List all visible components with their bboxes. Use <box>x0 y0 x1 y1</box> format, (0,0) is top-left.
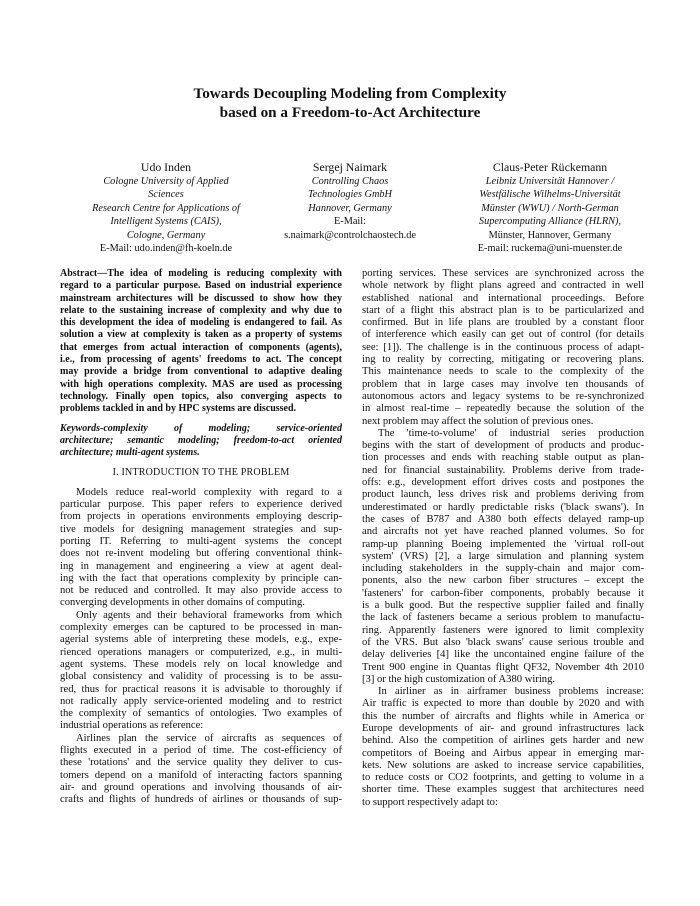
text-line: start of a flight this abstract plan is to be particularized and <box>362 304 644 316</box>
author-email: s.naimark@controlchaostech.de <box>284 229 416 241</box>
right-column <box>362 268 644 809</box>
section-heading: I. INTRODUCTION TO THE PROBLEM <box>112 467 290 479</box>
text-line: tive models for designing management strategies and sup- <box>60 523 342 535</box>
text-line: this development the idea of modeling is endangered to fail. As <box>60 317 342 329</box>
text-line: in almost real-time – repeatedly because the solution of the <box>362 403 644 415</box>
paper-title <box>0 84 700 122</box>
text-line: relate to the sustaining increase of complexity and why due to <box>60 304 342 316</box>
paragraph <box>362 428 644 686</box>
text-line: with high operations complexity. MAS are used as processing <box>60 378 342 390</box>
text-line: Air traffic is expected to more than double by 2020 and with <box>362 698 644 710</box>
text-line: solution a view at complexity is taken as a property of systems <box>60 329 342 341</box>
text-line: ing with the fact that operations complexity by principle can- <box>60 572 342 584</box>
text-line: ramp-up planning Boeing implemented the 'virtual roll-out <box>362 538 644 550</box>
text-line: tomers depend on a manifold of interacting factors spanning <box>60 769 342 781</box>
text-line: This maintenance needs to scale to the complexity of the <box>362 366 644 378</box>
text-line: whole network by flight plans agreed and contracted in well <box>362 280 644 292</box>
text-line: 'fasteners' for carbon-fiber components, probably because it <box>362 587 644 599</box>
author-affiliation: Cologne University of Applied <box>103 176 229 187</box>
right-body-text <box>362 268 644 809</box>
text-line: may provide a bridge from conventional to adaptive dealing <box>60 366 342 378</box>
keywords <box>60 423 342 460</box>
text-line: autonomous actors and legacy systems to be re-synchronized <box>362 390 644 402</box>
author-affiliation: Cologne, Germany <box>126 229 206 241</box>
text-line: product launch, less drives risk and problems deriving from <box>362 489 644 501</box>
text-line: complexity emerges can be captured to be processed in man- <box>60 622 342 634</box>
text-line: competitors of Boeing and Airbus appear in emerging mar- <box>362 747 644 759</box>
text-line: is a bulk good. But the respective supplier failed and finally <box>362 600 644 612</box>
text-line: Keywords-complexity of modeling; service-oriented <box>60 422 342 434</box>
author-affiliation: Technologies GmbH <box>308 189 392 201</box>
author-email-label: E-Mail: <box>333 216 367 228</box>
text-line: behind. Also the competition of airlines gets harder and new <box>362 735 644 747</box>
text-line: underestimated or hardly predictable risks ('black swans'). In <box>362 501 644 513</box>
text-line: crafts and flights of hundreds of airlines or thousands of sup- <box>60 794 342 806</box>
paragraph <box>362 686 644 809</box>
text-line: the lack of fasteners became a serious problem to manufactu- <box>362 612 644 624</box>
text-line: Europe developments of air- and ground infrastructures lack <box>362 722 644 734</box>
author-location: Münster, Hannover, Germany <box>488 229 612 241</box>
text-line: The 'time-to-volume' of industrial series production <box>378 427 644 439</box>
author-email: E-Mail: udo.inden@fh-koeln.de <box>99 243 233 255</box>
text-line: ponents, also the new carbon fiber structures – except the <box>362 575 644 587</box>
text-line: problems tackled in and by HPC systems are discussed. <box>60 403 297 415</box>
text-line: regard to a particular purpose. Based on industrial experience <box>60 280 342 292</box>
text-line: from projects in operations environments employing descrip- <box>60 511 342 523</box>
author-affiliation: Hannover, Germany <box>308 202 392 214</box>
author-affiliation: Sciences <box>148 189 184 201</box>
abstract <box>60 268 342 416</box>
author-affiliation: Leibniz Universität Hannover / <box>485 176 615 187</box>
text-line: agent systems. These models rely on local knowledge and <box>60 658 342 670</box>
paragraph <box>60 610 342 733</box>
text-line: tion processes and ends with reaching stable output as plan- <box>362 452 644 464</box>
text-line: industrial operations as reference: <box>60 720 204 732</box>
author-block-3 <box>432 160 668 255</box>
author-email: E-mail: ruckema@uni-muenster.de <box>477 243 623 255</box>
text-line: mainstream architectures will be discussed to show how they <box>60 292 342 304</box>
paragraph <box>60 733 342 807</box>
text-line: [3] or the high customization of A380 wiring. <box>362 673 556 685</box>
text-line: does not re-invent modeling but offering conventional think- <box>60 548 342 560</box>
author-block-2 <box>240 160 460 242</box>
left-column <box>60 268 342 806</box>
text-line: see: [1]). The challenge is in the continuous process of adapt- <box>362 341 644 353</box>
text-line: to support respectively adapt to: <box>362 796 498 808</box>
text-line: this the number of aircrafts and flights while in America or <box>362 710 644 722</box>
text-line: Airlines plan the service of aircrafts as sequences of <box>76 732 342 744</box>
text-line: established national and international proceedings. Before <box>362 292 644 304</box>
text-line: architecture; semantic modeling; freedom-to-act oriented <box>60 434 342 446</box>
text-line: delay deliveries [4] like the uncontained engine failure of the <box>362 649 644 661</box>
text-line: problem that in large cases may involve ten thousands of <box>362 378 644 390</box>
text-line: Models reduce real-world complexity with regard to a <box>76 486 342 498</box>
text-line: of interference which easily can get out of control (for details <box>362 329 644 341</box>
paragraph <box>362 268 644 428</box>
author-name: Claus-Peter Rückemann <box>492 160 608 174</box>
text-line: agerial systems able of interpreting these models, e.g., expe- <box>60 634 342 646</box>
text-line: kets. New solutions are asked to increase service capabilities, <box>362 759 644 771</box>
author-affiliation: Supercomputing Alliance (HLRN), <box>478 216 622 228</box>
text-line: that emerges from actual interaction of components (agents), <box>60 341 342 353</box>
text-line: In airliner as in airframer business problems increase: <box>378 686 644 698</box>
text-line: global consistency and validity of processing is to be assu- <box>60 671 342 683</box>
text-line: not radically apply service-oriented modeling and to restrict <box>60 695 342 707</box>
text-line: the complexity of semantics of ontologies. Two examples of <box>60 708 342 720</box>
author-affiliation: Westfälische Wilhelms-Universität <box>479 189 621 201</box>
text-line: particular purpose. This paper refers to experience derived <box>60 499 342 511</box>
paragraph <box>60 487 342 610</box>
text-line: confirmed. But in life plans are troubled by a constant floor <box>362 317 644 329</box>
text-line: red, thus for practical reasons it is advisable to thoroughly if <box>60 683 342 695</box>
text-line: shorter time. These examples suggest that architectures need <box>362 784 644 796</box>
text-line: air- and ground operations and involving thousands of air- <box>60 781 342 793</box>
text-line: Trent 900 engine in Quantas flight QF32, November 4th 2010 <box>362 661 644 673</box>
text-line: begins with the start of development of products and produc- <box>362 440 644 452</box>
text-line: to reduce costs or CO2 footprints, and getting to volume in a <box>362 772 644 784</box>
text-line: porting services. These services are synchronized across the <box>362 268 644 279</box>
author-affiliation: Controlling Chaos <box>311 176 389 187</box>
text-line: ing to reality by correcting, mitigating or recovering plans. <box>362 354 644 366</box>
left-body-text <box>60 487 342 807</box>
text-line: converging developments in other domains of computing. <box>60 597 305 609</box>
text-line: rienced operations managers or computerized, e.g., in multi- <box>60 646 342 658</box>
author-affiliation: Intelligent Systems (CAIS), <box>110 216 222 228</box>
title-line-2: based on a Freedom-to-Act Architecture <box>219 104 481 121</box>
text-line: the cases of B787 and A380 both effects delayed ramp-up <box>362 513 644 525</box>
text-line: ring. Apparently fasteners were ignored to limit complexity <box>362 624 644 636</box>
text-line: porting IT. Referring to multi-agent systems the concept <box>60 535 342 547</box>
text-line: including stakeholders in the supply-chain and major com- <box>362 563 644 575</box>
text-line: these 'rotations' and the service quality they deliver to cus- <box>60 757 342 769</box>
text-line: system' (VRS) [2], a large simulation and planning system <box>362 550 644 562</box>
author-affiliation: Münster (WWU) / North-German <box>481 202 619 214</box>
title-line-1: Towards Decoupling Modeling from Complexity <box>193 85 507 102</box>
text-line: Abstract—The idea of modeling is reducing complexity with <box>60 268 342 279</box>
author-name: Udo Inden <box>140 160 192 174</box>
text-line: and aircrafts not yet have reached planned volumes. So for <box>362 526 644 538</box>
text-line: i.e., from processing of agents' freedoms to act. The concept <box>60 354 342 366</box>
text-line: not be reduced and controlled. It may also provide access to <box>60 585 342 597</box>
text-line: of the VRS. But also 'black swans' cause serious trouble and <box>362 636 644 648</box>
text-line: offs: e.g., development effort drives costs and postpones the <box>362 477 644 489</box>
author-name: Sergej Naimark <box>312 160 388 174</box>
text-line: architecture; multi-agent systems. <box>60 447 200 459</box>
text-line: ing in management and engineering a view at agent deal- <box>60 560 342 572</box>
text-line: flights executed in a period of time. The cost-efficiency of <box>60 744 342 756</box>
text-line: technology. Finally open topics, also converging aspects to <box>60 390 342 402</box>
text-line: ned for financial sustainability. Problems derive from trade- <box>362 464 644 476</box>
text-line: Only agents and their behavioral frameworks from which <box>76 609 342 621</box>
text-line: next problem may affect the solution of previous ones. <box>362 415 594 427</box>
author-affiliation: Research Centre for Applications of <box>92 202 240 214</box>
